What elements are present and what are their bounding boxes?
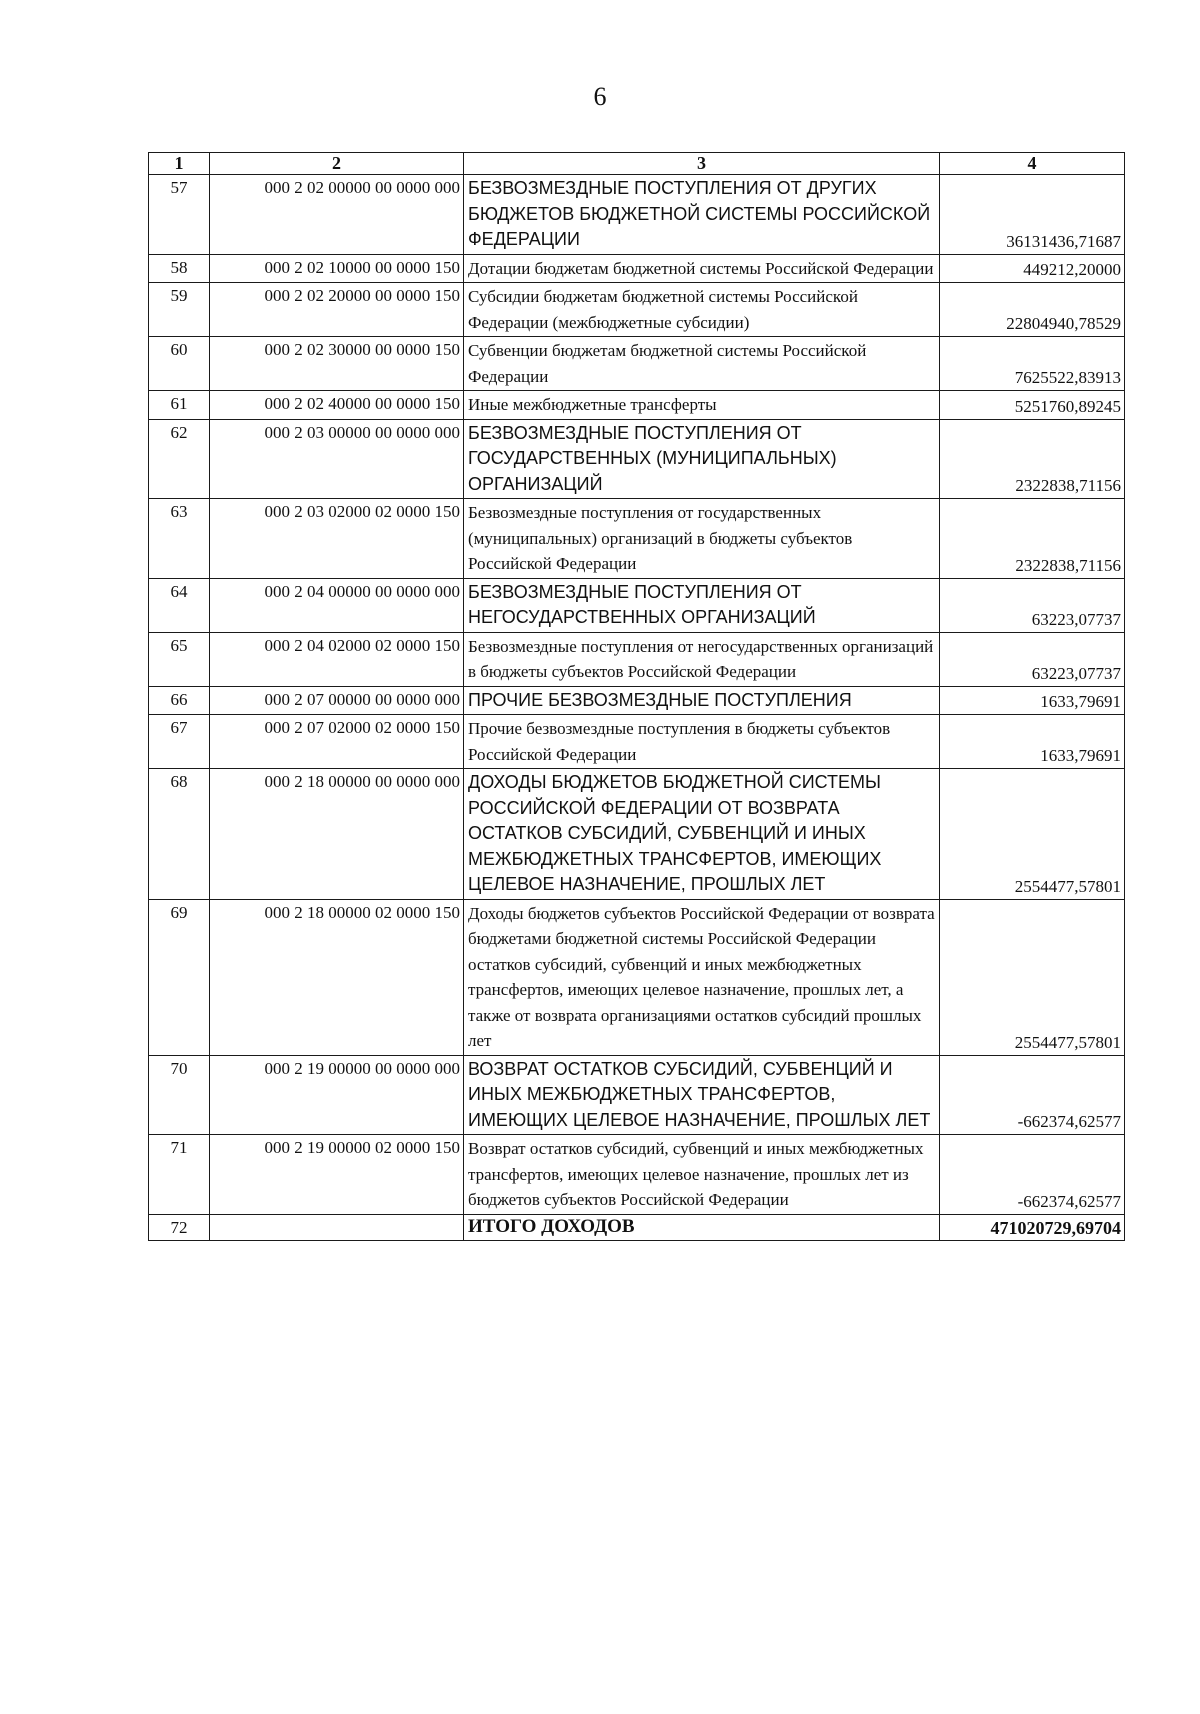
- budget-code: 000 2 03 02000 02 0000 150: [210, 499, 464, 579]
- budget-code: 000 2 04 00000 00 0000 000: [210, 578, 464, 632]
- table-row: [149, 715, 1125, 769]
- revenue-table: [148, 152, 1125, 1241]
- table-row: [149, 337, 1125, 391]
- amount: 22804940,78529: [940, 283, 1125, 337]
- budget-code: 000 2 02 40000 00 0000 150: [210, 391, 464, 420]
- budget-code: 000 2 19 00000 00 0000 000: [210, 1055, 464, 1135]
- table-row: [149, 578, 1125, 632]
- revenue-name: Субвенции бюджетам бюджетной системы Российской Федерации: [464, 337, 940, 391]
- row-number: 58: [149, 254, 210, 283]
- row-number: 57: [149, 175, 210, 255]
- amount: 471020729,69704: [940, 1214, 1125, 1240]
- row-number: 64: [149, 578, 210, 632]
- table-row: [149, 1214, 1125, 1240]
- budget-code: 000 2 18 00000 00 0000 000: [210, 769, 464, 900]
- table-row: [149, 419, 1125, 499]
- column-header-1: 1: [149, 153, 210, 175]
- table-row: [149, 899, 1125, 1055]
- row-number: 72: [149, 1214, 210, 1240]
- row-number: 60: [149, 337, 210, 391]
- row-number: 62: [149, 419, 210, 499]
- row-number: 66: [149, 686, 210, 715]
- table-body: [149, 175, 1125, 1241]
- table-row: [149, 769, 1125, 900]
- revenue-name: ПРОЧИЕ БЕЗВОЗМЕЗДНЫЕ ПОСТУПЛЕНИЯ: [464, 686, 940, 715]
- revenue-name: Субсидии бюджетам бюджетной системы Российской Федерации (межбюджетные субсидии): [464, 283, 940, 337]
- row-number: 69: [149, 899, 210, 1055]
- table-row: [149, 283, 1125, 337]
- revenue-name: Безвозмездные поступления от негосударственных организаций в бюджеты субъектов Российской Федерации: [464, 632, 940, 686]
- table-row: [149, 632, 1125, 686]
- column-header-3: 3: [464, 153, 940, 175]
- amount: 63223,07737: [940, 578, 1125, 632]
- amount: -662374,62577: [940, 1135, 1125, 1215]
- revenue-name: Доходы бюджетов субъектов Российской Федерации от возврата бюджетами бюджетной системы Российской Федерации остатков субсидий, субвенций и иных межбюджетных трансфертов, имеющих целевое назначение, прошлых лет, а также от возврата организациями остатков субсидий прошлых лет: [464, 899, 940, 1055]
- amount: 2322838,71156: [940, 499, 1125, 579]
- table-row: [149, 175, 1125, 255]
- table-row: [149, 1135, 1125, 1215]
- column-header-4: 4: [940, 153, 1125, 175]
- budget-code: [210, 1214, 464, 1240]
- row-number: 70: [149, 1055, 210, 1135]
- row-number: 61: [149, 391, 210, 420]
- row-number: 59: [149, 283, 210, 337]
- amount: 449212,20000: [940, 254, 1125, 283]
- revenue-name: Иные межбюджетные трансферты: [464, 391, 940, 420]
- budget-code: 000 2 04 02000 02 0000 150: [210, 632, 464, 686]
- budget-code: 000 2 02 20000 00 0000 150: [210, 283, 464, 337]
- amount: 7625522,83913: [940, 337, 1125, 391]
- table-row: [149, 686, 1125, 715]
- table-row: [149, 499, 1125, 579]
- revenue-name: Возврат остатков субсидий, субвенций и иных межбюджетных трансфертов, имеющих целевое назначение, прошлых лет из бюджетов субъектов Российской Федерации: [464, 1135, 940, 1215]
- revenue-name: ВОЗВРАТ ОСТАТКОВ СУБСИДИЙ, СУБВЕНЦИЙ И ИНЫХ МЕЖБЮДЖЕТНЫХ ТРАНСФЕРТОВ, ИМЕЮЩИХ ЦЕЛЕВОЕ НАЗНАЧЕНИЕ, ПРОШЛЫХ ЛЕТ: [464, 1055, 940, 1135]
- budget-code: 000 2 07 00000 00 0000 000: [210, 686, 464, 715]
- table-row: [149, 254, 1125, 283]
- amount: -662374,62577: [940, 1055, 1125, 1135]
- amount: 2554477,57801: [940, 769, 1125, 900]
- budget-code: 000 2 18 00000 02 0000 150: [210, 899, 464, 1055]
- revenue-name: ДОХОДЫ БЮДЖЕТОВ БЮДЖЕТНОЙ СИСТЕМЫ РОССИЙСКОЙ ФЕДЕРАЦИИ ОТ ВОЗВРАТА ОСТАТКОВ СУБСИДИЙ, СУБВЕНЦИЙ И ИНЫХ МЕЖБЮДЖЕТНЫХ ТРАНСФЕРТОВ, ИМЕЮЩИХ ЦЕЛЕВОЕ НАЗНАЧЕНИЕ, ПРОШЛЫХ ЛЕТ: [464, 769, 940, 900]
- budget-code: 000 2 07 02000 02 0000 150: [210, 715, 464, 769]
- amount: 1633,79691: [940, 686, 1125, 715]
- amount: 2554477,57801: [940, 899, 1125, 1055]
- budget-code: 000 2 02 10000 00 0000 150: [210, 254, 464, 283]
- table-row: [149, 1055, 1125, 1135]
- page-number: 6: [593, 82, 607, 111]
- amount: 36131436,71687: [940, 175, 1125, 255]
- budget-code: 000 2 02 30000 00 0000 150: [210, 337, 464, 391]
- revenue-name: БЕЗВОЗМЕЗДНЫЕ ПОСТУПЛЕНИЯ ОТ ДРУГИХ БЮДЖЕТОВ БЮДЖЕТНОЙ СИСТЕМЫ РОССИЙСКОЙ ФЕДЕРАЦИИ: [464, 175, 940, 255]
- revenue-name: БЕЗВОЗМЕЗДНЫЕ ПОСТУПЛЕНИЯ ОТ НЕГОСУДАРСТВЕННЫХ ОРГАНИЗАЦИЙ: [464, 578, 940, 632]
- table-header-row: [149, 153, 1125, 175]
- amount: 1633,79691: [940, 715, 1125, 769]
- table-row: [149, 391, 1125, 420]
- row-number: 63: [149, 499, 210, 579]
- row-number: 67: [149, 715, 210, 769]
- row-number: 71: [149, 1135, 210, 1215]
- amount: 63223,07737: [940, 632, 1125, 686]
- row-number: 68: [149, 769, 210, 900]
- row-number: 65: [149, 632, 210, 686]
- revenue-name: Прочие безвозмездные поступления в бюджеты субъектов Российской Федерации: [464, 715, 940, 769]
- revenue-name: Безвозмездные поступления от государственных (муниципальных) организаций в бюджеты субъектов Российской Федерации: [464, 499, 940, 579]
- amount: 5251760,89245: [940, 391, 1125, 420]
- revenue-name: Дотации бюджетам бюджетной системы Российской Федерации: [464, 254, 940, 283]
- revenue-name: ИТОГО ДОХОДОВ: [464, 1214, 940, 1240]
- revenue-name: БЕЗВОЗМЕЗДНЫЕ ПОСТУПЛЕНИЯ ОТ ГОСУДАРСТВЕННЫХ (МУНИЦИПАЛЬНЫХ) ОРГАНИЗАЦИЙ: [464, 419, 940, 499]
- budget-code: 000 2 03 00000 00 0000 000: [210, 419, 464, 499]
- amount: 2322838,71156: [940, 419, 1125, 499]
- column-header-2: 2: [210, 153, 464, 175]
- budget-code: 000 2 19 00000 02 0000 150: [210, 1135, 464, 1215]
- budget-code: 000 2 02 00000 00 0000 000: [210, 175, 464, 255]
